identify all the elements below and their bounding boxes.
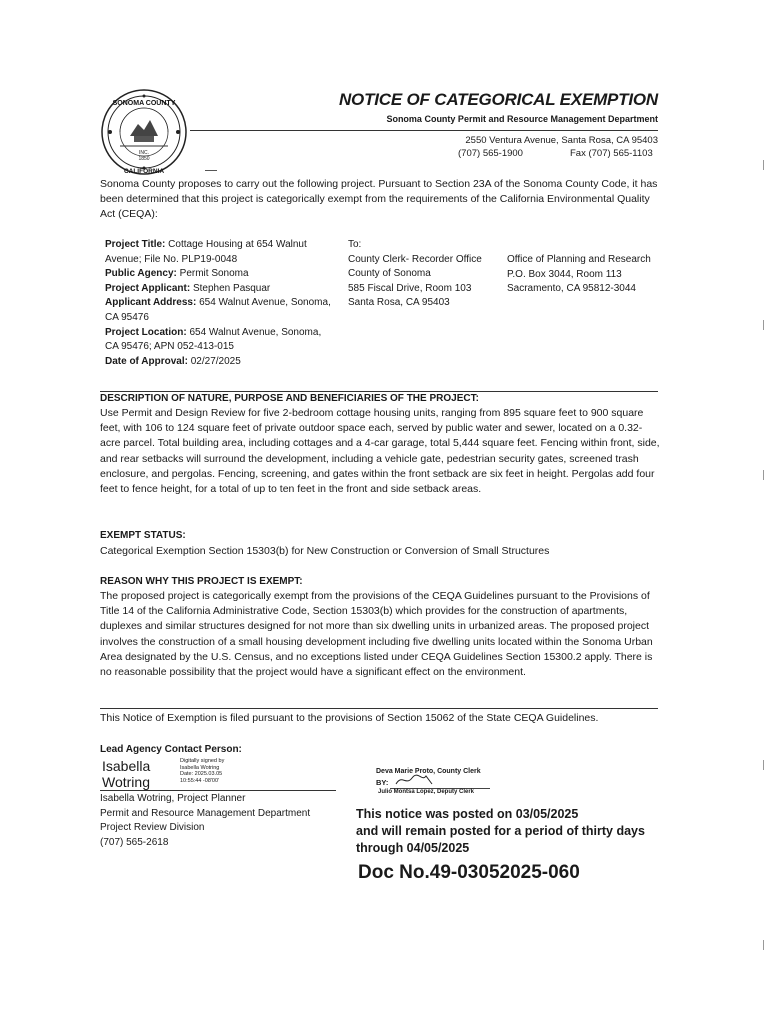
scan-edge-mark <box>763 760 764 770</box>
posting-line: through 04/05/2025 <box>356 841 470 855</box>
recipient-planning-office <box>507 253 657 297</box>
reason-heading: REASON WHY THIS PROJECT IS EXEMPT: <box>100 576 303 587</box>
section-divider <box>100 391 658 392</box>
department-phone: (707) 565-1900 <box>458 148 523 159</box>
department-address: 2550 Ventura Avenue, Santa Rosa, CA 95403 <box>465 135 658 146</box>
approval-date-value: 02/27/2025 <box>190 355 241 367</box>
department-name: Sonoma County Permit and Resource Management Department <box>386 114 658 124</box>
digital-sig-line: Digitally signed by <box>180 758 225 764</box>
project-applicant-label: Project Applicant: <box>105 282 191 294</box>
contact-name: Isabella Wotring, Project Planner <box>100 793 246 804</box>
small-divider <box>205 170 217 171</box>
project-title-value: Cottage Housing at 654 Walnut Avenue; File No. PLP19-0048 <box>105 239 307 265</box>
scan-edge-mark <box>763 160 764 170</box>
department-fax: Fax (707) 565-1103 <box>570 148 653 159</box>
clerk-line: Santa Rosa, CA 95403 <box>348 297 450 309</box>
digital-sig-line: Isabella Wotring <box>180 764 220 771</box>
section-divider <box>100 708 658 709</box>
digital-signature-block <box>180 758 260 784</box>
clerk-line: 585 Fiscal Drive, Room 103 <box>348 282 472 294</box>
clerk-line: County Clerk- Recorder Office <box>348 253 482 265</box>
opr-line: Sacramento, CA 95812-3044 <box>507 283 636 295</box>
project-info <box>105 238 337 369</box>
scan-edge-mark <box>763 470 764 480</box>
intro-paragraph: Sonoma County proposes to carry out the following project. Pursuant to Section 23A of the Sonoma County Code, it has been determined that this project is categorically exempt from the requirements of the California Environmental Quality Act (CEQA): <box>100 178 658 220</box>
public-agency-value: Permit Sonoma <box>179 268 249 280</box>
posting-line: This notice was posted on 03/05/2025 <box>356 807 579 821</box>
svg-text:1850: 1850 <box>138 156 150 162</box>
signature-line <box>100 790 336 791</box>
contact-signature: Isabella Wotring <box>102 758 151 790</box>
description-text: Use Permit and Design Review for five 2-bedroom cottage housing units, ranging from 895 square feet to 900 square feet, with 106 to 124 square feet of private outdoor space each, served by public water and sewer, located on a 0.32-acre parcel. Total building area, including cottages and a 4-car garage, total 5,444 square feet. Fencing within front, side, and rear setbacks will surround the development, including a vehicle gate, pedestrian security gates, screened trash enclosure, and pergolas. Fencing, screening, and gates within the front setback are six feet in height. Pergolas add four feet to fence height, for a total of up to ten feet in the front and side setback areas. <box>100 407 660 496</box>
applicant-address-row <box>105 296 337 325</box>
contact-details <box>100 792 350 850</box>
project-applicant-row <box>105 282 337 297</box>
scan-edge-mark <box>763 940 764 950</box>
digital-sig-line: 10:55:44 -08'00' <box>180 777 220 784</box>
contact-department: Permit and Resource Management Department <box>100 807 311 819</box>
project-location-value: 654 Walnut Avenue, Sonoma, CA 95476; APN 052-413-015 <box>105 326 322 353</box>
contact-division: Project Review Division <box>100 822 205 834</box>
contact-phone: (707) 565-2618 <box>100 836 169 848</box>
public-agency-row <box>105 267 337 282</box>
applicant-address-value: 654 Walnut Avenue, Sonoma, CA 95476 <box>105 297 331 323</box>
clerk-line: County of Sonoma <box>348 268 431 280</box>
scan-edge-mark <box>763 320 764 330</box>
posting-notice <box>356 806 716 857</box>
svg-text:CALIFORNIA: CALIFORNIA <box>123 168 165 175</box>
filing-statement: This Notice of Exemption is filed pursuant to the provisions of Section 15062 of the State CEQA Guidelines. <box>100 712 599 724</box>
county-clerk-name: Deva Marie Proto, County Clerk <box>376 768 481 775</box>
project-title-label: Project Title: <box>105 239 166 250</box>
applicant-address-label: Applicant Address: <box>105 297 197 309</box>
project-location-label: Project Location: <box>105 326 187 338</box>
document-number: Doc No.49-03052025-060 <box>358 862 580 883</box>
public-agency-label: Public Agency: <box>105 268 177 280</box>
county-seal-logo <box>100 88 188 176</box>
recipient-county-clerk <box>348 238 503 311</box>
exempt-status-text: Categorical Exemption Section 15303(b) for New Construction or Conversion of Small Structures <box>100 545 550 557</box>
notice-title: NOTICE OF CATEGORICAL EXEMPTION <box>338 90 658 109</box>
header-divider <box>190 130 658 131</box>
approval-date-label: Date of Approval: <box>105 355 188 367</box>
project-location-row <box>105 326 337 355</box>
posting-line: and will remain posted for a period of thirty days <box>356 824 645 838</box>
contact-heading: Lead Agency Contact Person: <box>100 744 242 755</box>
deputy-signature-scribble <box>392 772 482 788</box>
reason-text: The proposed project is categorically exempt from the provisions of the CEQA Guidelines pursuant to the Provisions of Title 14 of the California Administrative Code, Section 15303(b) which provides for the construction of apartments, duplexes and similar structures designed for not more than six dwelling units in urbanized areas. The proposed project involves the construction of a small housing development including five dwelling units located within the Sonoma Urban Area designated by the U.S. Census, and no exceptions listed under CEQA Guidelines Section 15300.2 apply. There is no reasonable possibility that the project would have a significant effect on the environment. <box>100 590 653 679</box>
svg-text:INC.: INC. <box>139 150 149 156</box>
by-label: BY: <box>376 778 389 787</box>
opr-line: Office of Planning and Research <box>507 254 651 265</box>
deputy-clerk-name: Julio Montsa Lopez, Deputy Clerk <box>378 789 475 795</box>
svg-text:SONOMA COUNTY: SONOMA COUNTY <box>112 100 176 107</box>
project-title-row <box>105 238 337 267</box>
exempt-status-heading: EXEMPT STATUS: <box>100 530 186 541</box>
to-label: To: <box>348 239 362 250</box>
description-heading: DESCRIPTION OF NATURE, PURPOSE AND BENEFICIARIES OF THE PROJECT: <box>100 393 479 404</box>
digital-sig-line: Date: 2025.03.05 <box>180 771 223 777</box>
project-applicant-value: Stephen Pasquar <box>192 282 271 294</box>
opr-line: P.O. Box 3044, Room 113 <box>507 268 622 280</box>
approval-date-row <box>105 355 337 370</box>
